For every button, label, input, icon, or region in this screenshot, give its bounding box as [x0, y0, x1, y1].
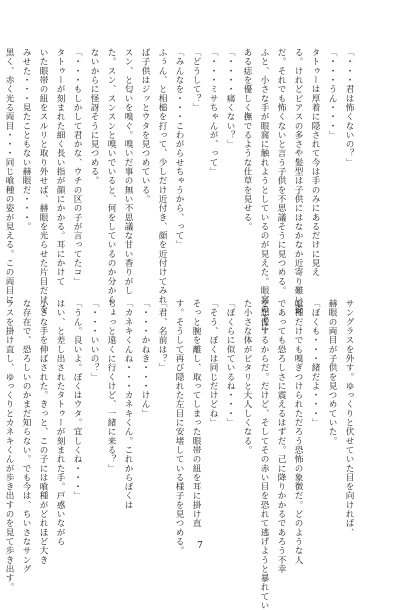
text-line: 「君、名前は？」 [157, 299, 167, 373]
text-line: 「・・・うん・・・」 [327, 48, 337, 140]
text-line: サングラスを外す。ゆっくりと伏せていた目を向ければ、 [344, 299, 354, 537]
upper-text-block [4, 48, 357, 332]
text-line: 「みんなを・・・こわがらせちゃうから、って」 [174, 48, 184, 250]
text-line: だ。それでも怖くないと言う子供を不思議そうに見つめる。 [276, 48, 286, 296]
text-line: 「そう、ぼくは同じだけどね」 [208, 299, 218, 428]
text-line: 小さな手を伸ばされた。きっと、この子には喰種がどれほど大き [38, 299, 48, 565]
text-line: ちょっと遠くに行くけど、一緒に来る？」 [106, 299, 116, 473]
text-line: ないからに怪訝そうに見つめる。 [89, 48, 99, 186]
text-line: た小さな体がピタリと大人しくなる。 [242, 299, 252, 455]
text-line: みせた・・・見たこともない赫眼だ・・・。 [21, 48, 31, 231]
text-line: ラスを掛け直し、ゆっくりとカネキくんが歩き出すのを見て歩き出す。 [4, 299, 14, 592]
text-line: 「・・・君は怖くないの？」 [344, 48, 354, 167]
text-line: な存在で、恐ろしいのかまだ知らない。でも今は、ちいさなサング [21, 299, 31, 574]
text-line: いた眼帯の紐をスルリと取り外せば、赫眼を光らせた片目だけを [38, 48, 48, 314]
text-line: 喰種だけでも嗅ぎつけられただろう恐怖の象徴だ。どのような人 [293, 299, 303, 565]
text-line: ふと、小さな手が眼窩に触れようとしているのが見えた。眼窩の下に [259, 48, 269, 332]
text-line: 「・・・いいの？」 [89, 299, 99, 382]
text-line: 「うん。良いよ。ぼくはウタ。宜しくね・・・」 [72, 299, 82, 501]
text-line: タトゥーが刻まれた細く長い指が顔にかかる。耳にかけて [55, 48, 65, 286]
text-line: 「ぼくらに似ているね・・・」 [225, 299, 235, 428]
text-line: であっても恐ろしさに震えるはずだ。己に降りかかるであろう不幸 [276, 299, 286, 574]
text-line: そっと腕を離し、取ってしまった眼帯の紐を耳に掛け直 [191, 299, 201, 528]
page-number: 7 [197, 541, 203, 551]
text-line: る。けれどピアスの多さや髪型は子供にはなかなか近寄り難い姿 [293, 48, 303, 314]
text-line: タトゥーは厚着に隠されて今は手のみにあるだけに見え [310, 48, 320, 277]
text-line: 「・・・ミサちゃんが、って」 [208, 48, 218, 177]
text-line: た。スン、スンスンと嗅いでいると、何をしているのか分から [106, 48, 116, 305]
text-line: ふぅん、と相槌を打って、少しだけ近付き、顔を近付けてみれ [157, 48, 167, 305]
text-line: ば子供はジッとウタを見つめている。 [140, 48, 150, 204]
text-line: 「どうして？」 [191, 48, 201, 113]
text-line: 「・・・かねき・・・けん」 [140, 299, 150, 418]
lower-text-block [4, 299, 357, 610]
text-line: を想像するからだ。だけど、そしてその赤い目を恐れて逃げようと暴れてい [259, 299, 269, 610]
text-line: スン、と匂いを嗅ぐ。嗅いだ事の無い不思議な甘い香りがし [123, 48, 133, 296]
text-line: す。そうして再び隠れた左目に安堵している様子を見つめる。 [174, 299, 184, 556]
text-line: 「・・・もしかして君かな、ウチの区の子が言ってたコ」 [72, 48, 82, 286]
text-line: ある痣を優しく撫でるような仕草を見せる。 [242, 48, 252, 231]
text-line: 黒く、赤く光る両目・・・同じ喰種の姿が見える。この両目に [4, 48, 14, 305]
text-line: 「・・・・痛くない？」 [225, 48, 235, 149]
text-line: はい、と差し出されたタトゥーが刻まれた手。戸惑いながら [55, 299, 65, 547]
text-line: 赫眼の両目が子供を見つめていた。 [327, 299, 337, 446]
text-line: 「ぼくも・・・緒だよ・・・」 [310, 299, 320, 428]
text-line: 「カネキくんね・・・カネキくん。これからぼくは [123, 299, 133, 510]
